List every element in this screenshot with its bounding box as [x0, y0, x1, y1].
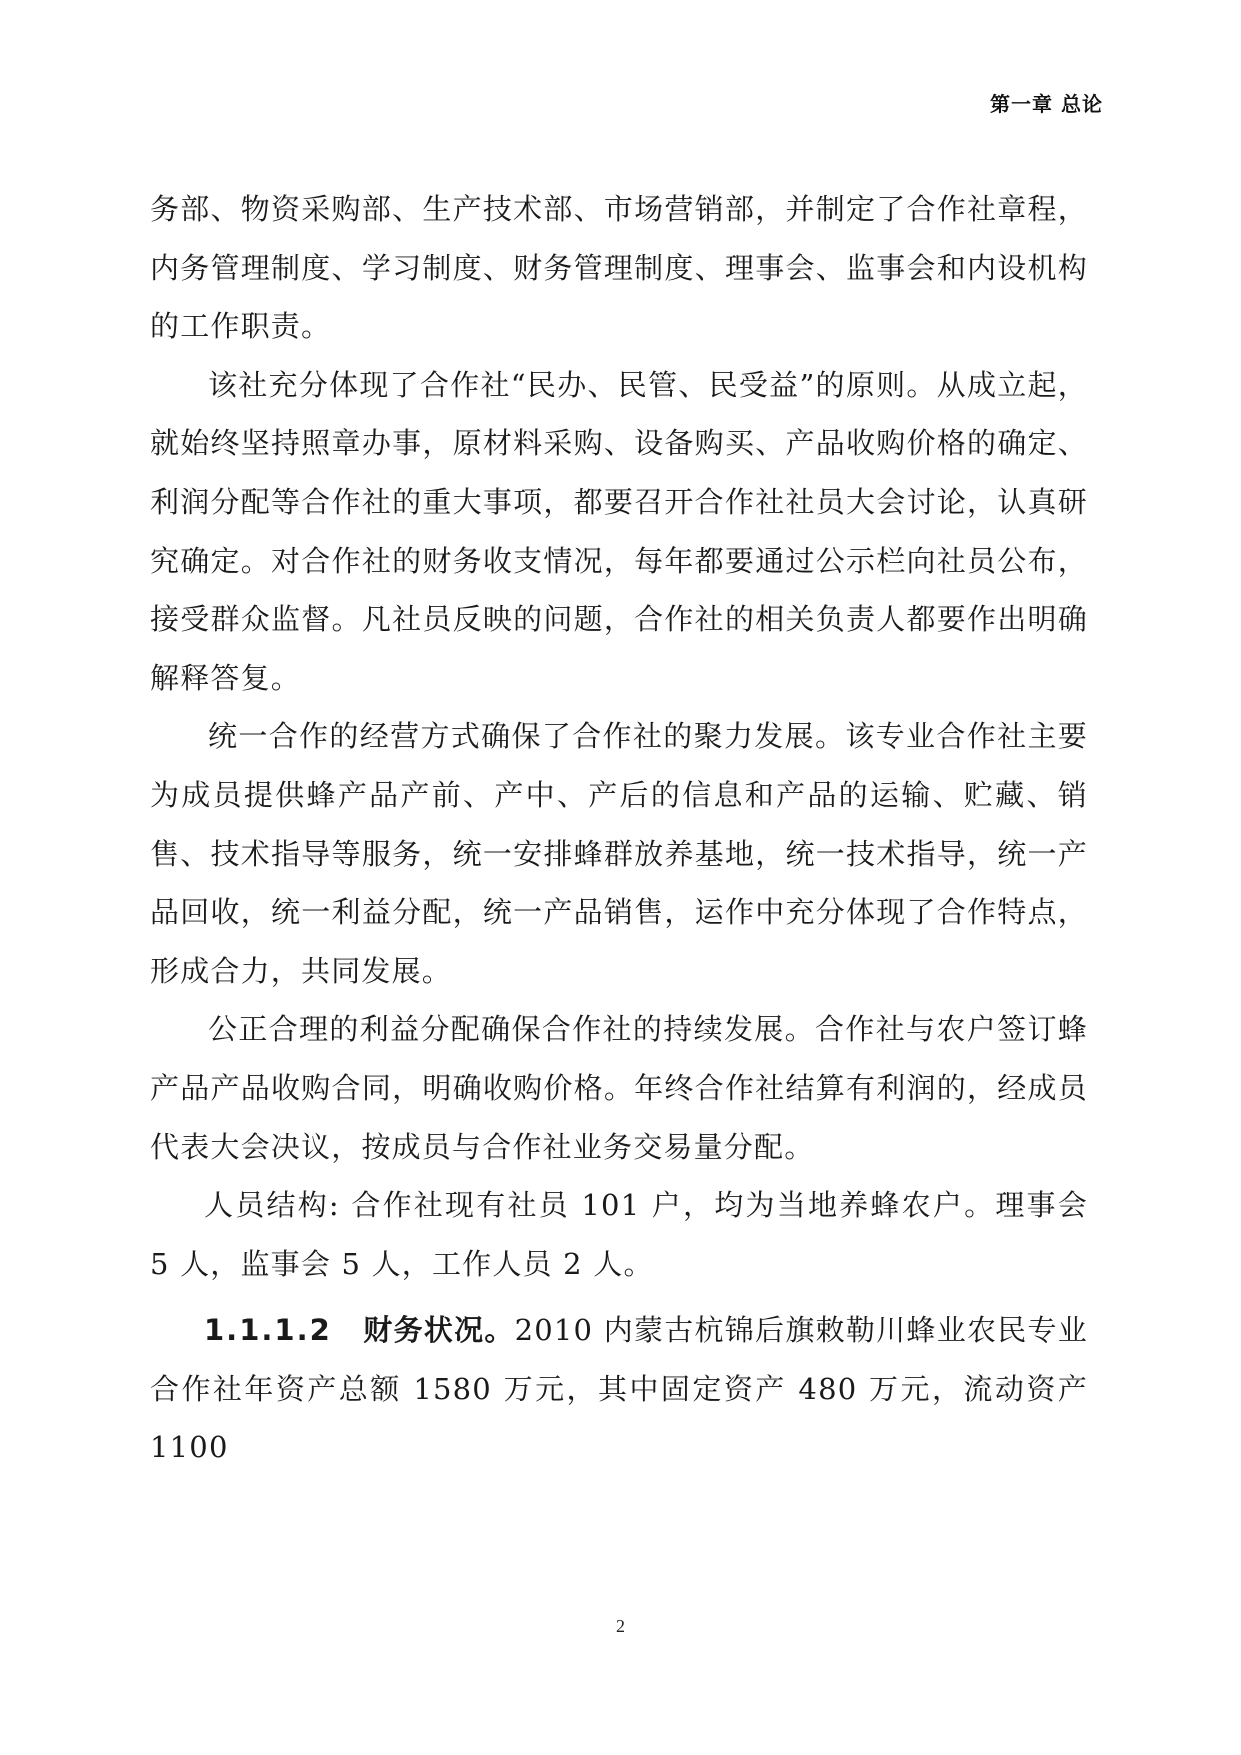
document-body: [150, 180, 1088, 1477]
chapter-header: 第一章 总论: [990, 92, 1103, 116]
section-title: 财务状况。: [363, 1313, 515, 1348]
paragraph-operation: 统一合作的经营方式确保了合作社的聚力发展。该专业合作社主要为成员提供蜂产品产前、产中、产后的信息和产品的运输、贮藏、销售、技术指导等服务，统一安排蜂群放养基地，统一技术指导，统一产品回收，统一利益分配，统一产品销售，运作中充分体现了合作特点，形成合力，共同发展。: [150, 719, 1088, 988]
section-body: 2010 内蒙古杭锦后旗敕勒川蜂业农民专业合作社年资产总额 1580 万元，其中固定资产 480 万元，流动资产 1100: [150, 1313, 1088, 1465]
paragraph-finance: [150, 1301, 1088, 1477]
section-number: 1.1.1.2: [204, 1313, 332, 1348]
header-divider: [148, 124, 1088, 125]
paragraph-distribution: 公正合理的利益分配确保合作社的持续发展。合作社与农户签订蜂产品产品收购合同，明确收购价格。年终合作社结算有利润的，经成员代表大会决议，按成员与合作社业务交易量分配。: [150, 1012, 1088, 1164]
paragraph-principles: 该社充分体现了合作社“民办、民管、民受益”的原则。从成立起，就始终坚持照章办事，原材料采购、设备购买、产品收购价格的确定、利润分配等合作社的重大事项，都要召开合作社社员大会讨论，认真研究确定。对合作社的财务收支情况，每年都要通过公示栏向社员公布，接受群众监督。凡社员反映的问题，合作社的相关负责人都要作出明确解释答复。: [150, 367, 1088, 695]
paragraph-personnel: 人员结构: 合作社现有社员 101 户，均为当地养蜂农户。理事会 5 人，监事会 5 人，工作人员 2 人。: [150, 1188, 1088, 1281]
paragraph-organization: 务部、物资采购部、生产技术部、市场营销部，并制定了合作社章程，内务管理制度、学习制度、财务管理制度、理事会、监事会和内设机构的工作职责。: [150, 192, 1088, 344]
page-number: 2: [616, 1616, 625, 1636]
